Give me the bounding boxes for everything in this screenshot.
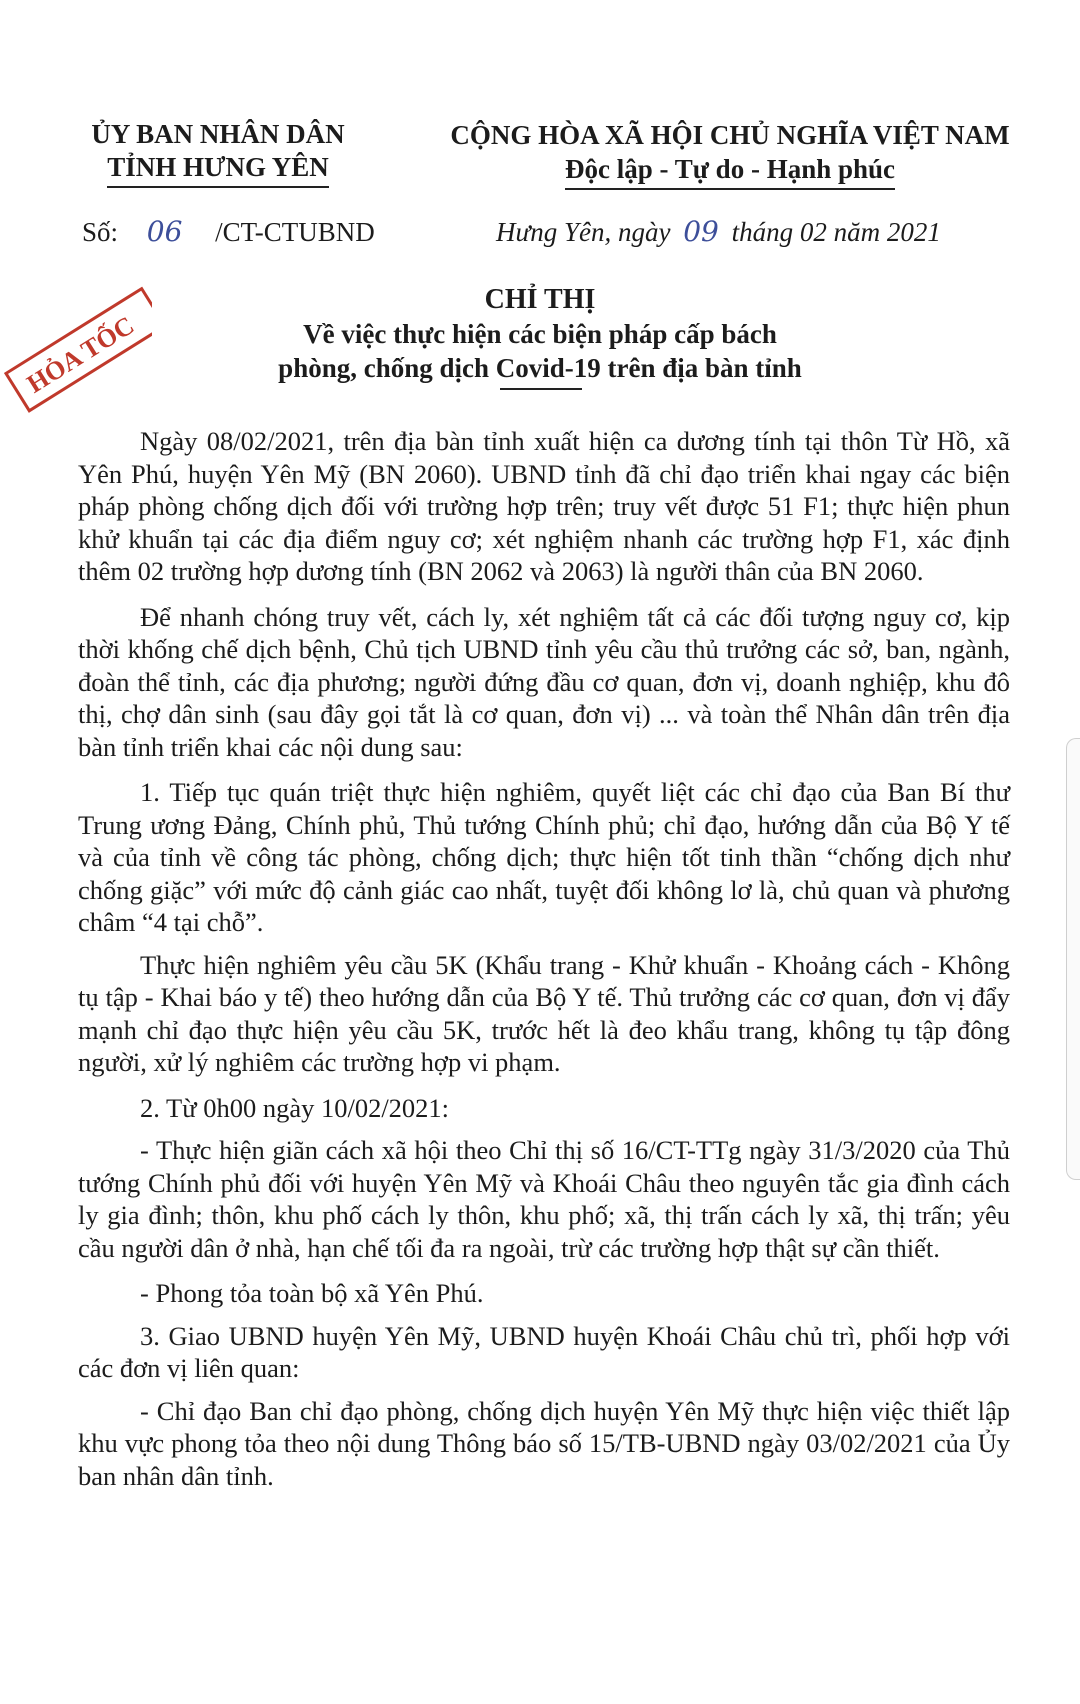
document-title — [0, 283, 1080, 385]
paragraph: Thực hiện nghiêm yêu cầu 5K (Khẩu trang - Khử khuẩn - Khoảng cách - Không tụ tập - Khai báo y tế) theo hướng dẫn của Bộ Y tế. Thủ trưởng các cơ quan, đơn vị đẩy mạnh chỉ đạo thực hiện yêu cầu 5K, trước hết là đeo khẩu trang, không tụ tập đông người, xử lý nghiêm các trường hợp vi phạm. — [78, 949, 1010, 1077]
number-label: Số: — [82, 217, 119, 247]
paragraph: Để nhanh chóng truy vết, cách ly, xét nghiệm tất cả các đối tượng nguy cơ, kịp thời khống chế dịch bệnh, Chủ tịch UBND tỉnh yêu cầu thủ trưởng các sở, ban, ngành, đoàn thể tỉnh, các địa phương; người đứng đầu cơ quan, đơn vị, doanh nghiệp, khu đô thị, chợ dân sinh (sau đây gọi tắt là cơ quan, đơn vị) ... và toàn thể Nhân dân trên địa bàn tỉnh triển khai các nội dung sau: — [78, 601, 1010, 762]
handwritten-day: 09 — [683, 215, 719, 248]
document-number — [82, 215, 375, 248]
document-body — [78, 425, 1010, 1505]
title-line-3: phòng, chống dịch Covid-19 trên địa bàn tỉnh — [278, 353, 802, 383]
issue-date — [496, 215, 941, 248]
paragraph: - Thực hiện giãn cách xã hội theo Chỉ thị số 16/CT-TTg ngày 31/3/2020 của Thủ tướng Chính phủ đối với huyện Yên Mỹ và Khoái Châu theo nguyên tắc gia đình cách ly gia đình; thôn, khu phố cách ly thôn, khu phố; xã, thị trấn cách ly xã, thị trấn; yêu cầu người dân ở nhà, hạn chế tối đa ra ngoài, trừ các trường hợp thật sự cần thiết. — [78, 1135, 1010, 1263]
date-prefix: Hưng Yên, ngày — [496, 217, 671, 247]
authority-line-1: ỦY BAN NHÂN DÂN — [91, 119, 345, 149]
paragraph: 2. Từ 0h00 ngày 10/02/2021: — [140, 1092, 450, 1123]
stamp-text: HỎA TỐC — [21, 310, 140, 399]
authority-line-2: TỈNH HƯNG YÊN — [107, 151, 329, 188]
handwritten-number: 06 — [146, 215, 183, 248]
scroll-handle[interactable] — [1066, 738, 1080, 1180]
title-main: CHỈ THỊ — [484, 284, 596, 315]
title-line-2: Về việc thực hiện các biện pháp cấp bách — [303, 319, 777, 349]
number-suffix: /CT-CTUBND — [215, 217, 375, 247]
motto-line: Độc lập - Tự do - Hạnh phúc — [565, 152, 895, 190]
national-motto — [430, 118, 1030, 190]
paragraph: 1. Tiếp tục quán triệt thực hiện nghiêm, quyết liệt các chỉ đạo của Ban Bí thư Trung ương Đảng, Chính phủ, Thủ tướng Chính phủ; chỉ đạo, hướng dẫn của Bộ Y tế và của tỉnh về công tác phòng, chống dịch; thực hiện tốt tinh thần “chống dịch như chống giặc” với mức độ cảnh giác cao nhất, tuyệt đối không lơ là, chủ quan và phương châm “4 tại chỗ”. — [78, 777, 1010, 937]
paragraph: - Phong tỏa toàn bộ xã Yên Phú. — [140, 1278, 484, 1308]
paragraph: Ngày 08/02/2021, trên địa bàn tỉnh xuất hiện ca dương tính tại thôn Từ Hồ, xã Yên Phú, huyện Yên Mỹ (BN 2060). UBND tỉnh đã chỉ đạo triển khai ngay các biện pháp phòng chống dịch đối với trường hợp trên; truy vết được 51 F1; thực hiện phun khử khuẩn tại các địa điểm nguy cơ; xét nghiệm nhanh các trường hợp F1, xác định thêm 02 trường hợp dương tính (BN 2062 và 2063) là người thân của BN 2060. — [78, 426, 1010, 586]
title-underline — [500, 388, 582, 390]
date-suffix: tháng 02 năm 2021 — [731, 217, 941, 247]
paragraph: 3. Giao UBND huyện Yên Mỹ, UBND huyện Khoái Châu chủ trì, phối hợp với các đơn vị liên quan: — [78, 1320, 1010, 1383]
country-name: CỘNG HÒA XÃ HỘI CHỦ NGHĨA VIỆT NAM — [450, 120, 1010, 150]
issuing-authority — [78, 118, 358, 188]
paragraph: - Chỉ đạo Ban chỉ đạo phòng, chống dịch huyện Yên Mỹ thực hiện việc thiết lập khu vực phong tỏa theo nội dung Thông báo số 15/TB-UBND ngày 03/02/2021 của Ủy ban nhân dân tỉnh. — [78, 1395, 1010, 1491]
